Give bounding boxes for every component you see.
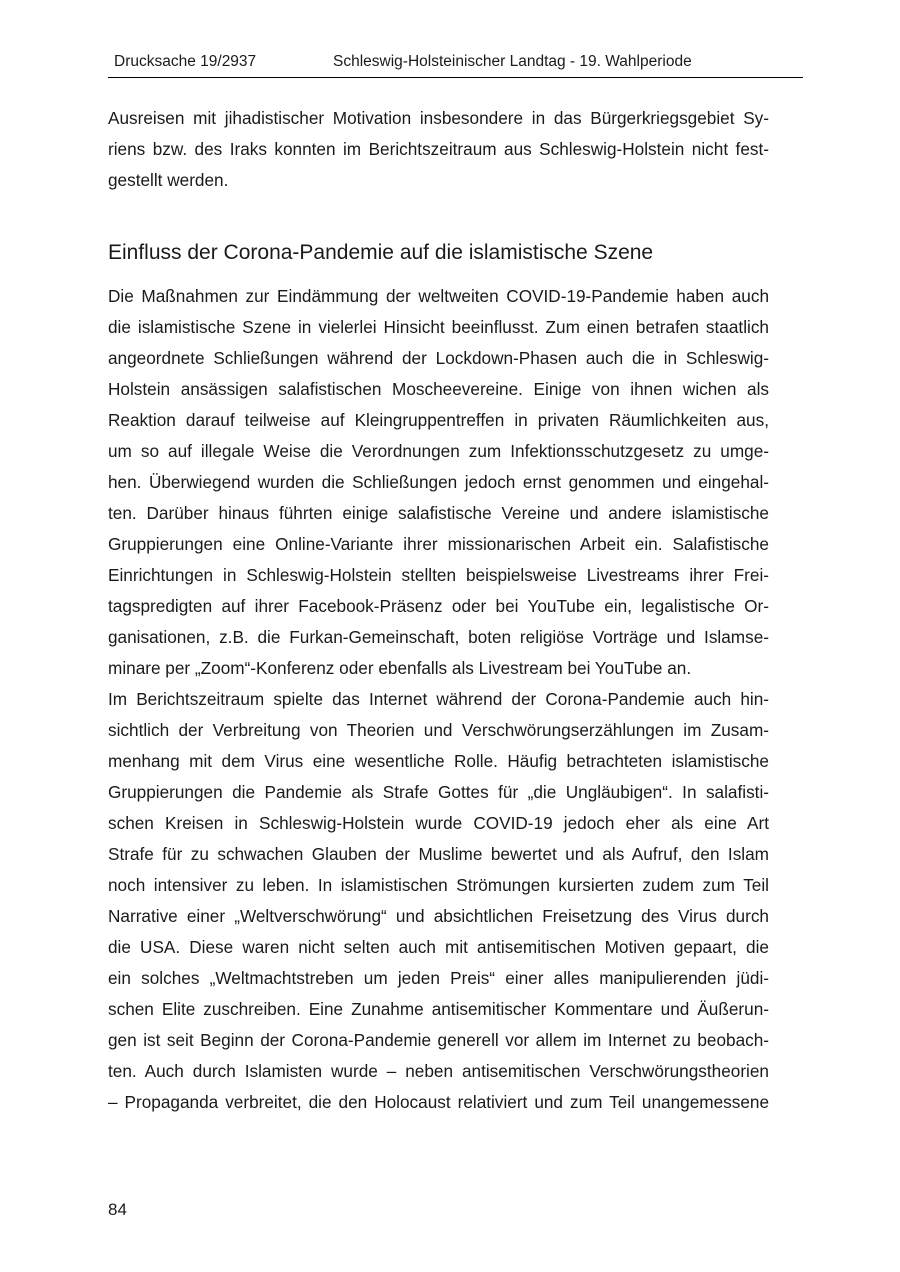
parliament-title: Schleswig-Holsteinischer Landtag - 19. Wahlperiode	[333, 53, 692, 70]
text-line: gestellt werden.	[108, 170, 229, 190]
text-line: sichtlich der Verbreitung von Theorien und Verschwörungserzählungen im Zusam-	[108, 720, 769, 740]
text-line: Reaktion darauf teilweise auf Kleingruppentreffen in privaten Räumlichkeiten aus,	[108, 410, 769, 430]
text-line: tagspredigten auf ihrer Facebook-Präsenz oder bei YouTube ein, legalistische Or-	[108, 596, 769, 616]
text-line: Gruppierungen eine Online-Variante ihrer missionarischen Arbeit ein. Salafistische	[108, 534, 769, 554]
section-heading: Einfluss der Corona-Pandemie auf die islamistische Szene	[108, 241, 654, 264]
text-line: ten. Darüber hinaus führten einige salafistische Vereine und andere islamistische	[108, 503, 769, 523]
text-line: Ausreisen mit jihadistischer Motivation insbesondere in das Bürgerkriegsgebiet Sy-	[108, 108, 769, 128]
text-line: Strafe für zu schwachen Glauben der Muslime bewertet und als Aufruf, den Islam	[108, 844, 769, 864]
text-line: ten. Auch durch Islamisten wurde – neben antisemitischen Verschwörungstheorien	[108, 1061, 769, 1081]
paragraph-1	[108, 281, 769, 684]
text-line: schen Elite zuschreiben. Eine Zunahme antisemitischer Kommentare und Äußerun-	[108, 999, 769, 1019]
text-line: riens bzw. des Iraks konnten im Berichtszeitraum aus Schleswig-Holstein nicht fest-	[108, 139, 769, 159]
text-line: um so auf illegale Weise die Verordnungen zum Infektionsschutzgesetz zu umge-	[108, 441, 769, 461]
page-number: 84	[108, 1200, 127, 1219]
document-number: Drucksache 19/2937	[114, 53, 257, 70]
text-line: Gruppierungen die Pandemie als Strafe Gottes für „die Ungläubigen“. In salafisti-	[108, 782, 769, 802]
text-line: Narrative einer „Weltverschwörung“ und absichtlichen Freisetzung des Virus durch	[108, 906, 769, 926]
text-line: Im Berichtszeitraum spielte das Internet während der Corona-Pandemie auch hin-	[108, 689, 769, 709]
text-line: gen ist seit Beginn der Corona-Pandemie generell vor allem im Internet zu beobach-	[108, 1030, 769, 1050]
paragraph-2	[108, 684, 769, 1118]
text-line: schen Kreisen in Schleswig-Holstein wurde COVID-19 jedoch eher als eine Art	[108, 813, 769, 833]
text-line: angeordnete Schließungen während der Lockdown-Phasen auch die in Schleswig-	[108, 348, 769, 368]
intro-paragraph	[108, 103, 769, 196]
text-line: ein solches „Weltmachtstreben um jeden Preis“ einer alles manipulierenden jüdi-	[108, 968, 769, 988]
text-line: Einrichtungen in Schleswig-Holstein stellten beispielsweise Livestreams ihrer Frei-	[108, 565, 769, 585]
text-line: ganisationen, z.B. die Furkan-Gemeinschaft, boten religiöse Vorträge und Islamse-	[108, 627, 769, 647]
page-header	[108, 50, 803, 78]
text-line: die USA. Diese waren nicht selten auch mit antisemitischen Motiven gepaart, die	[108, 937, 769, 957]
text-line: die islamistische Szene in vielerlei Hinsicht beeinflusst. Zum einen betrafen staatlich	[108, 317, 769, 337]
text-line: – Propaganda verbreitet, die den Holocaust relativiert und zum Teil unangemessene	[108, 1092, 769, 1112]
body-text	[108, 281, 769, 1118]
text-line: noch intensiver zu leben. In islamistischen Strömungen kursierten zudem zum Teil	[108, 875, 769, 895]
text-line: menhang mit dem Virus eine wesentliche Rolle. Häufig betrachteten islamistische	[108, 751, 769, 771]
text-line: Die Maßnahmen zur Eindämmung der weltweiten COVID-19-Pandemie haben auch	[108, 286, 769, 306]
text-line: minare per „Zoom“-Konferenz oder ebenfalls als Livestream bei YouTube an.	[108, 658, 692, 678]
text-line: hen. Überwiegend wurden die Schließungen jedoch ernst genommen und eingehal-	[108, 472, 769, 492]
text-line: Holstein ansässigen salafistischen Moscheevereine. Einige von ihnen wichen als	[108, 379, 769, 399]
